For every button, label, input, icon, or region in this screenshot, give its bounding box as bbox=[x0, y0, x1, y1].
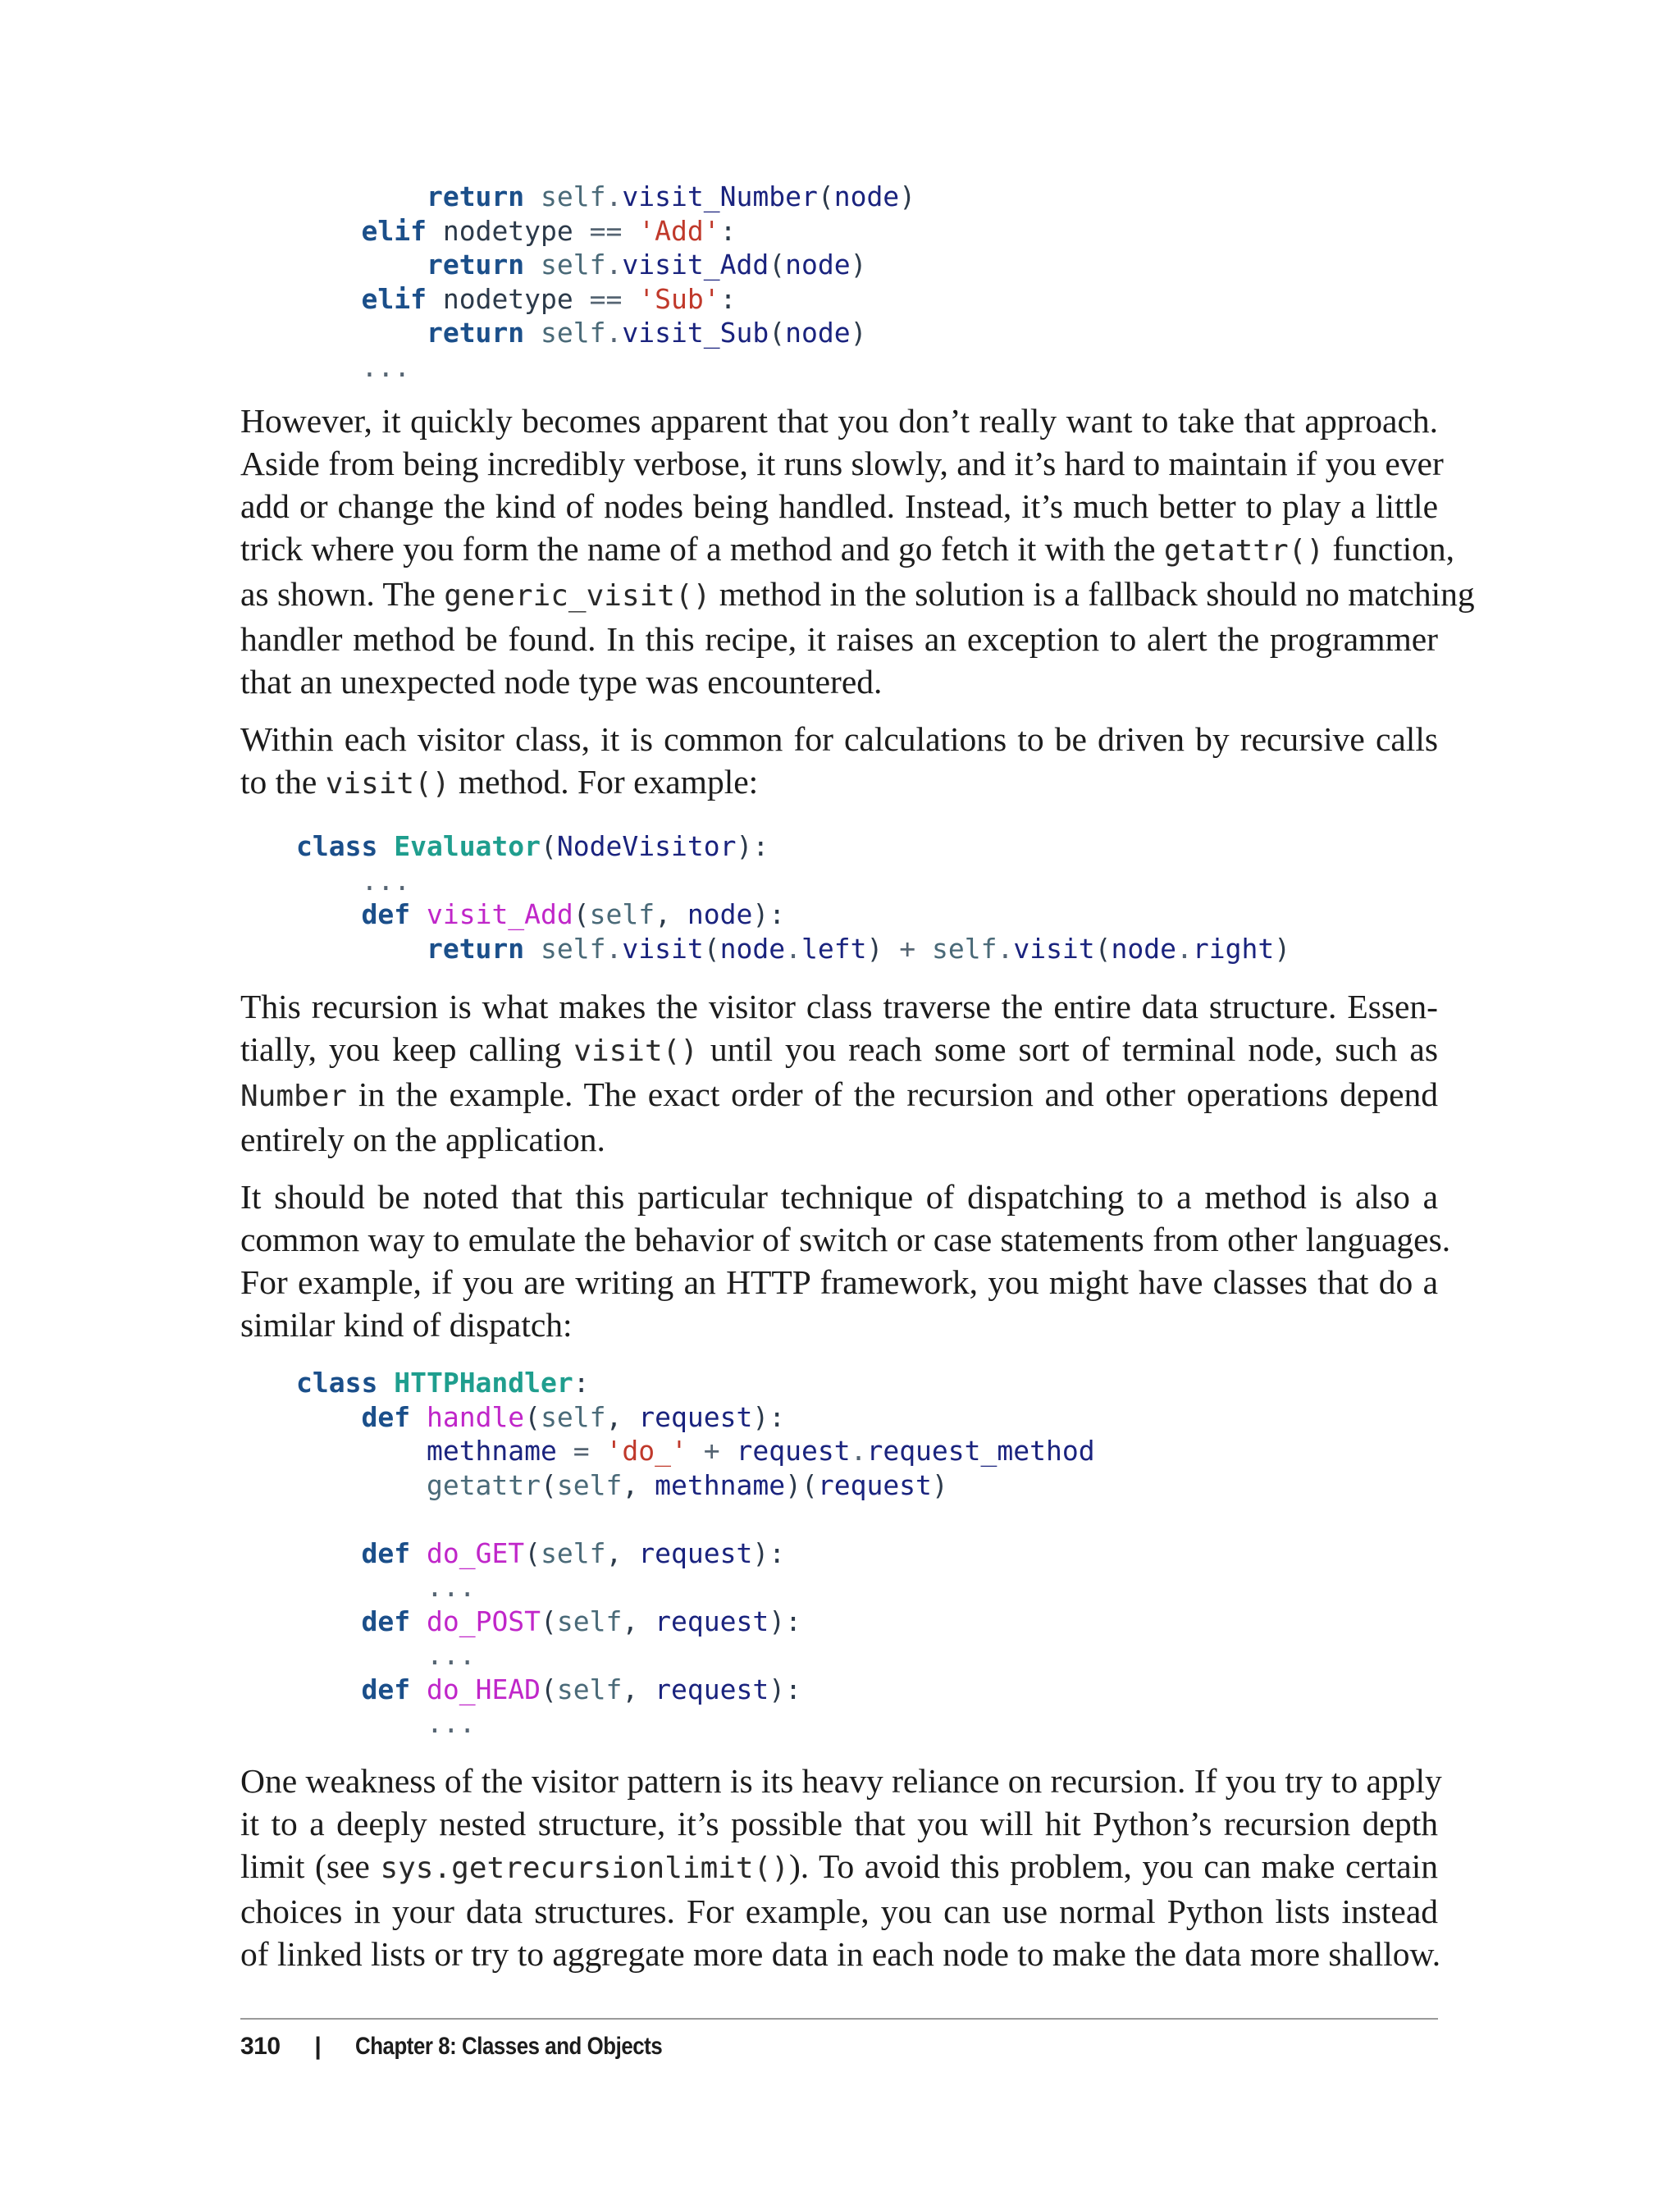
code-line bbox=[296, 1605, 1095, 1639]
code-token: : bbox=[573, 1367, 590, 1399]
inline-code: visit() bbox=[573, 1034, 698, 1068]
code-token: . bbox=[605, 932, 623, 965]
code-token: 'Sub' bbox=[638, 282, 720, 315]
code-token: ... bbox=[426, 1571, 476, 1603]
code-token: def bbox=[361, 1400, 411, 1433]
code-token: def bbox=[361, 1673, 411, 1705]
code-token: self bbox=[541, 1536, 606, 1569]
paragraph-dispatching bbox=[240, 1176, 1451, 1346]
code-token: self bbox=[589, 898, 655, 930]
code-token: class bbox=[296, 830, 378, 862]
inline-code: visit() bbox=[325, 767, 450, 801]
code-token: . bbox=[605, 249, 623, 281]
page-footer bbox=[240, 2026, 712, 2067]
text-line bbox=[240, 618, 1438, 660]
code-token: 'Add' bbox=[638, 214, 720, 247]
inline-code: Number bbox=[240, 1080, 348, 1113]
code-token: def bbox=[361, 1605, 411, 1637]
text-run: tially, you keep calling bbox=[240, 1030, 574, 1068]
code-token: ) bbox=[1274, 932, 1291, 965]
text-run: entirely on the application. bbox=[240, 1121, 605, 1158]
code-token: == bbox=[589, 282, 623, 315]
code-line bbox=[296, 864, 1290, 898]
text-run: Aside from being incredibly verbose, it runs slowly, and it’s hard to maintain if you ever bbox=[240, 445, 1444, 482]
code-line bbox=[296, 1502, 1095, 1536]
code-token: def bbox=[361, 898, 411, 930]
code-line bbox=[296, 1434, 1095, 1468]
code-token: node bbox=[785, 249, 851, 281]
code-token: ): bbox=[736, 830, 769, 862]
code-token: methname bbox=[655, 1468, 786, 1501]
code-line bbox=[296, 1536, 1095, 1571]
code-token: self bbox=[556, 1468, 623, 1501]
code-block-http-handler bbox=[296, 1366, 1095, 1741]
code-token: self bbox=[556, 1673, 623, 1705]
page-number: 310 bbox=[240, 2033, 281, 2060]
code-token bbox=[524, 317, 541, 349]
text-run: common way to emulate the behavior of switch or case statements from other languages. bbox=[240, 1221, 1451, 1258]
code-token: handle bbox=[426, 1400, 525, 1433]
code-token: visit bbox=[1013, 932, 1095, 965]
code-token: node bbox=[687, 898, 753, 930]
code-token: methname bbox=[426, 1435, 557, 1467]
code-line bbox=[296, 180, 915, 214]
code-token: request bbox=[655, 1605, 769, 1637]
code-token: + bbox=[899, 932, 916, 965]
code-line bbox=[296, 248, 915, 282]
text-line bbox=[240, 718, 1438, 760]
code-token: . bbox=[785, 932, 801, 965]
text-line bbox=[240, 1845, 1438, 1890]
code-token: : bbox=[719, 282, 737, 315]
code-token: ): bbox=[752, 898, 786, 930]
text-line bbox=[240, 1890, 1438, 1933]
code-token: self bbox=[556, 1605, 623, 1637]
code-token: visit bbox=[622, 932, 704, 965]
text-run: One weakness of the visitor pattern is its heavy reliance on recursion. If you try to apply bbox=[240, 1762, 1442, 1800]
text-line bbox=[240, 442, 1444, 485]
code-token: do_POST bbox=[426, 1605, 541, 1637]
code-token bbox=[410, 1673, 427, 1705]
code-token: visit_Add bbox=[426, 898, 573, 930]
code-token: ) bbox=[899, 180, 916, 212]
code-token: . bbox=[997, 932, 1014, 965]
code-token bbox=[524, 249, 541, 281]
inline-code: getattr() bbox=[1163, 534, 1324, 568]
text-line bbox=[240, 1303, 1438, 1346]
code-token: getattr bbox=[426, 1468, 541, 1501]
code-token bbox=[524, 180, 541, 212]
code-token: elif bbox=[361, 214, 427, 247]
code-token: Evaluator bbox=[394, 830, 541, 862]
paragraph-recursive-calls bbox=[240, 718, 1438, 806]
code-token bbox=[622, 215, 638, 247]
text-run: ). To avoid this problem, you can make certain bbox=[788, 1847, 1438, 1885]
code-token bbox=[622, 283, 638, 315]
code-token: , bbox=[622, 1605, 655, 1637]
text-line bbox=[240, 1028, 1438, 1073]
text-run: limit (see bbox=[240, 1847, 381, 1885]
text-line bbox=[240, 1176, 1438, 1218]
code-token: self bbox=[541, 1400, 606, 1433]
code-token: NodeVisitor bbox=[556, 830, 737, 862]
code-token: node bbox=[833, 180, 900, 212]
code-token bbox=[410, 898, 427, 930]
inline-code: generic_visit() bbox=[444, 579, 711, 613]
text-run: choices in your data structures. For example, you can use normal Python lists instead bbox=[240, 1892, 1438, 1930]
code-line bbox=[296, 1400, 1095, 1435]
code-token: self bbox=[931, 932, 998, 965]
text-line bbox=[240, 985, 1438, 1028]
code-token: + bbox=[703, 1435, 720, 1467]
text-line bbox=[240, 485, 1438, 527]
text-run: For example, if you are writing an HTTP framework, you might have classes that do a bbox=[240, 1263, 1438, 1301]
text-line bbox=[240, 1760, 1442, 1802]
code-token: ( bbox=[541, 1673, 557, 1705]
code-token: = bbox=[573, 1435, 590, 1467]
text-run: of linked lists or try to aggregate more data in each node to make the data more shallow. bbox=[240, 1935, 1441, 1973]
text-line bbox=[240, 399, 1438, 442]
code-token bbox=[687, 1435, 704, 1467]
code-token: node bbox=[1111, 932, 1177, 965]
code-token: ( bbox=[541, 830, 557, 862]
text-line bbox=[240, 1261, 1438, 1303]
code-token: ): bbox=[769, 1673, 801, 1705]
code-token bbox=[410, 1401, 427, 1433]
code-token: 'do_' bbox=[605, 1435, 687, 1467]
code-token: ( bbox=[1094, 932, 1112, 965]
code-token: self bbox=[541, 249, 606, 281]
code-line bbox=[296, 897, 1290, 932]
code-token: do_GET bbox=[426, 1536, 525, 1569]
code-token bbox=[720, 1435, 737, 1467]
code-token: ... bbox=[361, 864, 411, 897]
text-run: as shown. The bbox=[240, 575, 445, 613]
footer-separator: | bbox=[314, 2033, 322, 2060]
chapter-title: Chapter 8: Classes and Objects bbox=[355, 2033, 663, 2060]
code-line bbox=[296, 282, 915, 317]
code-token: node bbox=[719, 932, 786, 965]
text-run: similar kind of dispatch: bbox=[240, 1306, 573, 1344]
code-token bbox=[410, 1605, 427, 1637]
text-line bbox=[240, 760, 1438, 806]
code-block-evaluator bbox=[296, 829, 1290, 966]
text-run: function, bbox=[1324, 530, 1455, 568]
code-token: self bbox=[541, 932, 606, 965]
code-token bbox=[410, 1537, 427, 1569]
code-token: ): bbox=[752, 1536, 786, 1569]
code-token: . bbox=[605, 317, 623, 349]
code-token: ( bbox=[817, 180, 834, 212]
text-line bbox=[240, 1218, 1451, 1261]
code-token: ( bbox=[541, 1605, 557, 1637]
code-token: ( bbox=[524, 1400, 541, 1433]
code-token: node bbox=[785, 317, 851, 349]
code-line bbox=[296, 1638, 1095, 1673]
code-token: ) bbox=[850, 317, 867, 349]
footer-rule bbox=[240, 2018, 1438, 2020]
code-token: visit_Number bbox=[622, 180, 818, 212]
text-run: trick where you form the name of a method and go fetch it with the bbox=[240, 530, 1164, 568]
text-run: method in the solution is a fallback should no matching bbox=[710, 575, 1475, 613]
code-token: ( bbox=[769, 317, 786, 349]
code-token bbox=[557, 1435, 573, 1467]
code-line bbox=[296, 1706, 1095, 1741]
text-line bbox=[240, 1933, 1441, 1975]
text-run: in the example. The exact order of the recursion and other operations depend bbox=[347, 1075, 1438, 1113]
code-token bbox=[377, 830, 394, 862]
code-token: elif bbox=[361, 282, 427, 315]
paragraph-weakness bbox=[240, 1760, 1442, 1975]
code-line bbox=[296, 1366, 1095, 1400]
code-token: == bbox=[589, 214, 623, 247]
code-line bbox=[296, 316, 915, 350]
code-token: , bbox=[655, 898, 687, 930]
code-token: return bbox=[426, 932, 525, 965]
text-run: It should be noted that this particular technique of dispatching to a method is also a bbox=[240, 1178, 1438, 1216]
code-token: ... bbox=[361, 350, 411, 383]
code-token: ( bbox=[524, 1536, 541, 1569]
code-token: return bbox=[426, 317, 525, 349]
paragraph-approach bbox=[240, 399, 1475, 703]
code-token bbox=[590, 1435, 606, 1467]
code-token: , bbox=[622, 1673, 655, 1705]
code-token: class bbox=[296, 1367, 378, 1399]
code-token: . bbox=[850, 1435, 867, 1467]
code-line bbox=[296, 350, 915, 385]
code-token: : bbox=[719, 214, 737, 247]
code-token bbox=[377, 1367, 394, 1399]
code-line bbox=[296, 214, 915, 249]
code-token: request_method bbox=[866, 1435, 1095, 1467]
code-token: , bbox=[605, 1536, 639, 1569]
code-token bbox=[524, 933, 541, 965]
text-run: it to a deeply nested structure, it’s possible that you will hit Python’s recursion depth bbox=[240, 1805, 1438, 1842]
code-line bbox=[296, 1468, 1095, 1503]
code-line bbox=[296, 1673, 1095, 1707]
code-token: HTTPHandler bbox=[394, 1367, 573, 1399]
code-token: )( bbox=[785, 1468, 818, 1501]
text-run: handler method be found. In this recipe, it raises an exception to alert the programmer bbox=[240, 620, 1438, 658]
code-block-dispatch bbox=[296, 180, 915, 384]
code-line bbox=[296, 829, 1290, 864]
code-token: self bbox=[541, 317, 606, 349]
code-token: ( bbox=[703, 932, 720, 965]
code-token: def bbox=[361, 1536, 411, 1569]
code-token: ... bbox=[426, 1707, 476, 1739]
code-token: request bbox=[638, 1400, 753, 1433]
code-token: ) bbox=[866, 932, 900, 965]
code-token: right bbox=[1192, 932, 1275, 965]
code-line bbox=[296, 1570, 1095, 1605]
code-token: request bbox=[638, 1536, 753, 1569]
code-token: . bbox=[605, 180, 623, 212]
code-token: ( bbox=[541, 1468, 557, 1501]
text-line bbox=[240, 660, 1438, 703]
code-token: ( bbox=[769, 249, 786, 281]
code-token: request bbox=[817, 1468, 932, 1501]
code-token: return bbox=[426, 249, 525, 281]
inline-code: sys.getrecursionlimit() bbox=[380, 1851, 789, 1885]
code-token: ... bbox=[426, 1639, 476, 1671]
code-token: left bbox=[801, 932, 867, 965]
code-token: . bbox=[1176, 932, 1193, 965]
code-token: visit_Sub bbox=[622, 317, 769, 349]
text-run: However, it quickly becomes apparent that you don’t really want to take that approach. bbox=[240, 402, 1438, 440]
text-run: until you reach some sort of terminal node, such as bbox=[697, 1030, 1438, 1068]
text-run: Within each visitor class, it is common for calculations to be driven by recursive calls bbox=[240, 720, 1438, 758]
code-token: self bbox=[541, 180, 606, 212]
code-token: ): bbox=[769, 1605, 801, 1637]
text-run: add or change the kind of nodes being handled. Instead, it’s much better to play a little bbox=[240, 487, 1438, 525]
text-line bbox=[240, 573, 1475, 618]
code-token: visit_Add bbox=[622, 249, 769, 281]
text-run: method. For example: bbox=[450, 763, 759, 801]
code-token: , bbox=[622, 1468, 655, 1501]
text-run: to the bbox=[240, 763, 326, 801]
text-line bbox=[240, 1118, 1438, 1161]
text-run: This recursion is what makes the visitor class traverse the entire data structure. Essen- bbox=[240, 988, 1438, 1025]
code-token: nodetype bbox=[426, 214, 590, 247]
text-line bbox=[240, 1073, 1438, 1118]
code-token: ): bbox=[752, 1400, 786, 1433]
paragraph-recursion bbox=[240, 985, 1438, 1161]
text-line bbox=[240, 527, 1455, 573]
code-token bbox=[915, 933, 932, 965]
text-line bbox=[240, 1802, 1438, 1845]
code-token: return bbox=[426, 180, 525, 212]
code-token: , bbox=[605, 1400, 639, 1433]
code-token: request bbox=[655, 1673, 769, 1705]
code-token: ( bbox=[573, 898, 590, 930]
code-token: do_HEAD bbox=[426, 1673, 541, 1705]
code-line bbox=[296, 932, 1290, 966]
code-token: nodetype bbox=[426, 282, 590, 315]
code-token: ) bbox=[850, 249, 867, 281]
text-run: that an unexpected node type was encountered. bbox=[240, 663, 883, 701]
code-token: request bbox=[736, 1435, 851, 1467]
code-token: ) bbox=[931, 1468, 948, 1501]
